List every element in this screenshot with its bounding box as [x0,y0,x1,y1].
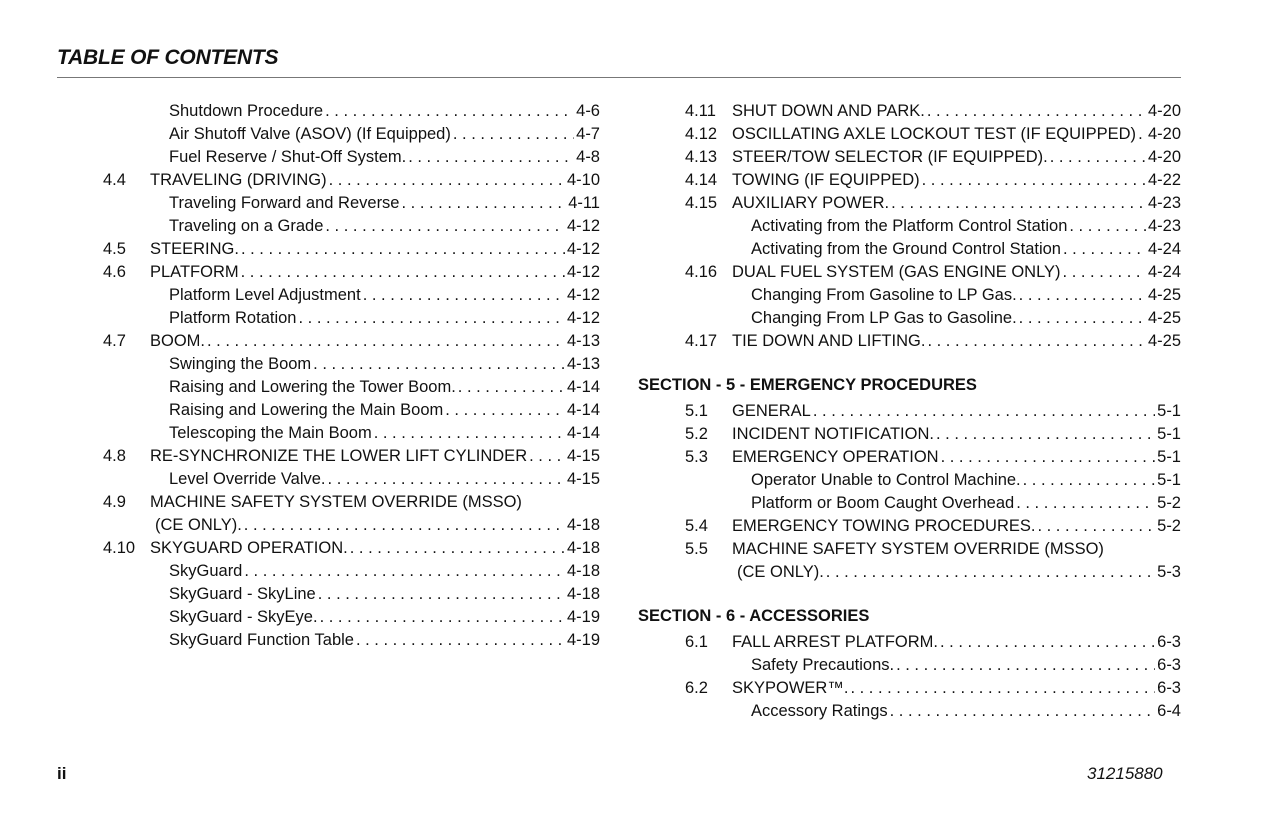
toc-entry-page: 4-13 [566,332,600,350]
toc-entry-number: 5.1 [685,402,708,420]
toc-entry-page: 4-10 [566,171,600,189]
toc-entry[interactable] [638,192,1181,215]
toc-dot-leader [1063,261,1146,284]
toc-entry[interactable] [103,238,600,261]
toc-dot-leader [350,537,565,560]
toc-entry-page: 4-15 [566,447,600,465]
toc-dot-leader [1019,284,1146,307]
toc-entry[interactable] [638,654,1181,677]
toc-entry-page: 4-19 [566,608,600,626]
toc-entry-title: Raising and Lowering the Tower Boom. [169,378,456,396]
toc-dot-leader [1037,515,1155,538]
toc-entry-number: 4.9 [103,493,126,511]
toc-entry-title: Operator Unable to Control Machine. [751,471,1021,489]
toc-entry[interactable] [103,422,600,445]
toc-dot-leader [445,399,565,422]
toc-entry-page: 4-12 [566,286,600,304]
toc-entry[interactable] [638,123,1181,146]
toc-entry[interactable] [103,514,600,537]
toc-dot-leader [927,100,1146,123]
toc-entry-page: 5-1 [1157,425,1181,443]
toc-entry[interactable] [638,146,1181,169]
toc-entry[interactable] [103,445,600,468]
toc-entry-title: Changing From LP Gas to Gasoline. [751,309,1017,327]
toc-entry[interactable] [103,376,600,399]
toc-dot-leader [363,284,565,307]
toc-entry-page: 4-12 [566,309,600,327]
toc-dot-leader [453,123,574,146]
toc-dot-leader [241,238,565,261]
toc-entry-page: 6-3 [1157,656,1181,674]
toc-entry-title: Changing From Gasoline to LP Gas. [751,286,1017,304]
toc-entry-number: 4.17 [685,332,718,350]
toc-entry-page: 5-1 [1157,471,1181,489]
toc-entry[interactable] [638,492,1181,515]
toc-entry-page: 6-4 [1157,702,1181,720]
toc-entry-page: 4-18 [566,516,600,534]
toc-entry-title: EMERGENCY OPERATION [732,448,939,466]
toc-entry[interactable] [103,330,600,353]
toc-entry-title: GENERAL [732,402,811,420]
toc-dot-leader [458,376,565,399]
toc-entry-title: STEER/TOW SELECTOR (IF EQUIPPED). [732,148,1048,166]
toc-entry-page: 4-25 [1147,286,1181,304]
toc-entry-title: SkyGuard Function Table [169,631,354,649]
toc-entry-page: 4-13 [566,355,600,373]
toc-entry[interactable] [103,399,600,422]
toc-entry-title: Swinging the Boom [169,355,312,373]
toc-dot-leader [1016,492,1155,515]
toc-entry-title: Air Shutoff Valve (ASOV) (If Equipped) [169,125,451,143]
toc-entry-number: 4.11 [685,102,716,120]
toc-entry-number: 5.3 [685,448,708,466]
toc-entry[interactable] [103,353,600,376]
toc-entry-number: 4.6 [103,263,126,281]
toc-entry-title: Traveling Forward and Reverse [169,194,400,212]
toc-entry-page: 4-19 [566,631,600,649]
toc-entry-page: 5-2 [1157,494,1181,512]
toc-dot-leader [356,629,565,652]
toc-entry-number: 4.12 [685,125,718,143]
toc-entry-page: 4-14 [566,424,600,442]
toc-entry[interactable] [638,238,1181,261]
toc-entry-title: Platform Rotation [169,309,297,327]
toc-dot-leader [244,560,565,583]
toc-entry-page: 4-22 [1147,171,1181,189]
toc-entry-page: 4-11 [568,194,600,212]
toc-entry[interactable] [638,100,1181,123]
toc-entry[interactable] [103,146,600,169]
toc-entry-title: STEERING. [150,240,239,258]
toc-entry-title: INCIDENT NOTIFICATION. [732,425,934,443]
toc-dot-leader [318,583,565,606]
toc-entry-title: RE-SYNCHRONIZE THE LOWER LIFT CYLINDER [150,447,528,465]
toc-entry[interactable] [638,215,1181,238]
toc-entry-title: Raising and Lowering the Main Boom [169,401,444,419]
toc-entry[interactable] [103,468,600,491]
toc-entry[interactable] [103,215,600,238]
toc-entry-title: (CE ONLY). [737,563,824,581]
toc-entry-page: 4-18 [566,585,600,603]
toc-entry-title: Platform or Boom Caught Overhead [751,494,1015,512]
toc-entry-page: 4-24 [1147,240,1181,258]
toc-entry-title: SKYPOWER™. [732,679,849,697]
toc-dot-leader [1050,146,1146,169]
toc-dot-leader [408,146,574,169]
title-divider [57,77,1181,78]
toc-entry-title: BOOM. [150,332,206,350]
toc-left-column [103,100,600,652]
toc-dot-leader [850,677,1155,700]
toc-entry[interactable] [103,606,600,629]
toc-entry-title: SkyGuard [169,562,243,580]
toc-entry-number: 4.7 [103,332,126,350]
toc-section-heading: SECTION - 5 - EMERGENCY PROCEDURES [638,376,977,394]
toc-entry-page: 4-14 [566,378,600,396]
page-title: TABLE OF CONTENTS [57,46,279,69]
toc-entry-page: 5-1 [1157,402,1181,420]
toc-entry-number: 5.4 [685,517,708,535]
toc-entry[interactable] [103,560,600,583]
footer-page-number: ii [57,764,67,783]
toc-entry[interactable] [103,261,600,284]
toc-entry-title: SKYGUARD OPERATION. [150,539,348,557]
toc-dot-leader [241,261,565,284]
toc-entry-page: 4-7 [576,125,600,143]
toc-right-column [638,100,1181,723]
toc-entry[interactable] [103,100,600,123]
toc-dot-leader [320,606,565,629]
toc-entry[interactable] [103,583,600,606]
toc-entry-number: 4.13 [685,148,718,166]
toc-entry-title: SkyGuard - SkyEye. [169,608,318,626]
toc-entry[interactable] [638,284,1181,307]
toc-entry-page: 4-25 [1147,332,1181,350]
toc-entry[interactable] [103,307,600,330]
footer-document-number: 31215880 [1087,764,1163,783]
toc-entry[interactable] [638,423,1181,446]
toc-dot-leader [940,631,1155,654]
toc-entry[interactable] [638,446,1181,469]
toc-entry-page: 4-12 [566,217,600,235]
toc-dot-leader [891,192,1146,215]
toc-entry[interactable] [103,537,600,560]
toc-entry-number: 5.2 [685,425,708,443]
toc-dot-leader [1069,215,1146,238]
toc-entry-page: 4-20 [1147,102,1181,120]
toc-entry-page: 4-12 [566,240,600,258]
toc-entry-title: AUXILIARY POWER. [732,194,890,212]
toc-entry-page: 4-25 [1147,309,1181,327]
toc-entry[interactable] [638,631,1181,654]
toc-dot-leader [927,330,1146,353]
toc-entry-page: 4-24 [1147,263,1181,281]
toc-dot-leader [936,423,1155,446]
toc-entry-number: 4.16 [685,263,718,281]
toc-entry-page: 5-1 [1157,448,1181,466]
toc-dot-leader [374,422,565,445]
toc-entry-page: 4-23 [1147,217,1181,235]
toc-entry[interactable] [103,629,600,652]
toc-entry[interactable] [638,677,1181,700]
toc-entry-page: 4-15 [566,470,600,488]
toc-entry-page: 6-3 [1157,633,1181,651]
toc-dot-leader [826,561,1155,584]
toc-entry[interactable] [103,169,600,192]
toc-dot-leader [401,192,566,215]
toc-entry-page: 5-3 [1157,563,1181,581]
toc-entry[interactable] [638,561,1181,584]
toc-entry-page: 6-3 [1157,679,1181,697]
toc-dot-leader [890,700,1156,723]
toc-entry-number: 4.14 [685,171,718,189]
toc-dot-leader [813,400,1155,423]
toc-entry-number: 4.4 [103,171,126,189]
toc-dot-leader [325,215,565,238]
toc-entry-title: Telescoping the Main Boom [169,424,372,442]
toc-dot-leader [244,514,565,537]
toc-entry[interactable] [638,169,1181,192]
toc-entry[interactable] [638,469,1181,492]
toc-entry-title: SkyGuard - SkyLine [169,585,316,603]
toc-entry-number: 6.2 [685,679,708,697]
toc-entry-title: MACHINE SAFETY SYSTEM OVERRIDE (MSSO) [150,493,522,511]
toc-entry-title: (CE ONLY). [155,516,242,534]
toc-entry-page: 4-18 [566,539,600,557]
toc-entry-page: 4-23 [1147,194,1181,212]
toc-entry-title: FALL ARREST PLATFORM. [732,633,939,651]
toc-entry-number: 4.5 [103,240,126,258]
toc-dot-leader [1138,123,1146,146]
toc-entry-title: PLATFORM [150,263,239,281]
toc-entry-title: Safety Precautions. [751,656,895,674]
toc-entry-title: Platform Level Adjustment [169,286,361,304]
toc-entry-title: TOWING (IF EQUIPPED) [732,171,920,189]
toc-dot-leader [529,445,565,468]
toc-entry-number: 4.15 [685,194,718,212]
toc-entry[interactable] [103,284,600,307]
toc-entry-page: 4-18 [566,562,600,580]
toc-entry[interactable] [638,538,1181,561]
toc-entry[interactable] [103,123,600,146]
toc-entry-title: EMERGENCY TOWING PROCEDURES. [732,517,1036,535]
toc-entry[interactable] [638,400,1181,423]
toc-entry-page: 5-2 [1157,517,1181,535]
toc-dot-leader [1063,238,1146,261]
toc-entry-title: Fuel Reserve / Shut-Off System. [169,148,407,166]
toc-entry[interactable] [103,192,600,215]
toc-entry-title: Activating from the Ground Control Station [751,240,1061,258]
toc-entry-page: 4-20 [1147,148,1181,166]
toc-entry-page: 4-20 [1147,125,1181,143]
toc-entry-title: DUAL FUEL SYSTEM (GAS ENGINE ONLY) [732,263,1061,281]
toc-dot-leader [1023,469,1156,492]
toc-entry-title: Activating from the Platform Control Station [751,217,1068,235]
toc-entry-number: 5.5 [685,540,708,558]
toc-dot-leader [896,654,1155,677]
toc-entry-title: Shutdown Procedure [169,102,324,120]
toc-dot-leader [325,100,574,123]
toc-entry-page: 4-12 [566,263,600,281]
toc-dot-leader [941,446,1156,469]
toc-dot-leader [298,307,564,330]
toc-entry-title: Level Override Valve. [169,470,326,488]
toc-entry[interactable] [638,515,1181,538]
toc-entry-title: TRAVELING (DRIVING) [150,171,327,189]
toc-entry-number: 6.1 [685,633,708,651]
toc-dot-leader [328,468,565,491]
toc-entry[interactable] [638,330,1181,353]
toc-dot-leader [922,169,1146,192]
toc-entry-page: 4-6 [576,102,600,120]
toc-entry-title: MACHINE SAFETY SYSTEM OVERRIDE (MSSO) [732,540,1104,558]
toc-dot-leader [207,330,565,353]
toc-entry-number: 4.10 [103,539,136,557]
toc-entry-title: Accessory Ratings [751,702,888,720]
toc-entry-page: 4-8 [576,148,600,166]
toc-entry-page: 4-14 [566,401,600,419]
toc-entry-title: OSCILLATING AXLE LOCKOUT TEST (IF EQUIPPED) [732,125,1137,143]
toc-dot-leader [1019,307,1146,330]
toc-entry-title: TIE DOWN AND LIFTING. [732,332,926,350]
toc-dot-leader [313,353,565,376]
toc-entry[interactable] [638,261,1181,284]
toc-entry-title: Traveling on a Grade [169,217,324,235]
toc-entry-title: SHUT DOWN AND PARK. [732,102,925,120]
toc-entry[interactable] [638,700,1181,723]
toc-entry[interactable] [638,307,1181,330]
toc-dot-leader [329,169,565,192]
toc-entry-number: 4.8 [103,447,126,465]
toc-entry[interactable] [103,491,600,514]
toc-section-heading: SECTION - 6 - ACCESSORIES [638,607,870,625]
